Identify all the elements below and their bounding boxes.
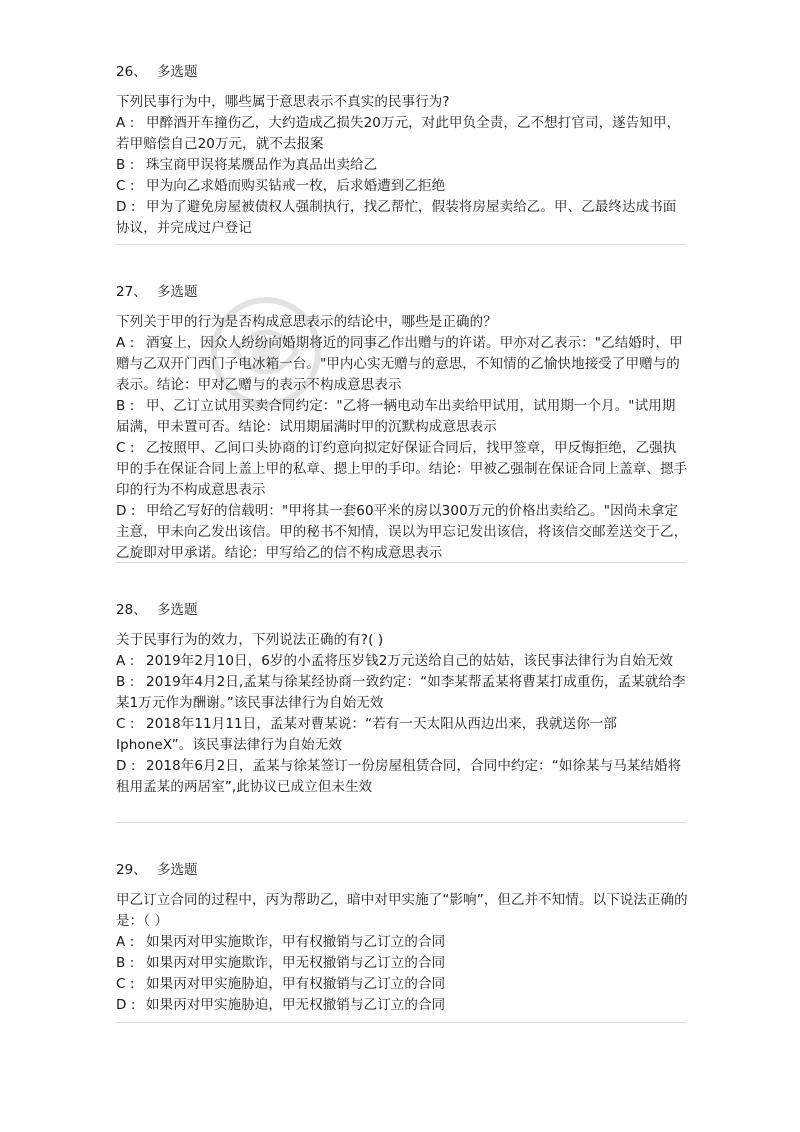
- option-text: 2019年2月10日，6岁的小孟将压岁钱2万元送给自己的姑姑，该民事法律行为自始无效: [146, 653, 674, 669]
- option-text: 如果丙对甲实施欺诈，甲无权撤销与乙订立的合同: [146, 955, 446, 971]
- question-divider: [116, 822, 686, 823]
- question-26: [116, 62, 688, 239]
- option-text: 甲给乙写好的信载明："甲将其一套60平米的房以300万元的价格出卖给乙。"因尚未拿定主意，甲未向乙发出该信。甲的秘书不知情，误以为甲忘记发出该信，将该信交邮差送交于乙，乙旋即对甲承诺。结论：甲写给乙的信不构成意思表示: [116, 503, 688, 561]
- question-separator: 、: [133, 64, 147, 80]
- question-number: 26: [116, 64, 134, 80]
- question-separator: 、: [133, 602, 147, 618]
- option-c: [116, 438, 688, 501]
- question-type: 多选题: [156, 862, 198, 878]
- option-letter: A :: [116, 115, 135, 131]
- option-b: [116, 155, 688, 176]
- option-a: [116, 113, 688, 155]
- option-letter: C :: [116, 716, 135, 732]
- option-letter: A :: [116, 653, 135, 669]
- option-letter: A :: [116, 934, 135, 950]
- option-text: 2018年6月2日，孟某与徐某签订一份房屋租赁合同，合同中约定：“如徐某与马某结婚将租用孟某的两居室”,此协议已成立但未生效: [116, 758, 682, 795]
- option-d: [116, 756, 688, 798]
- option-d: [116, 197, 688, 239]
- option-text: 珠宝商甲误将某赝品作为真品出卖给乙: [146, 157, 378, 173]
- option-a: [116, 932, 688, 953]
- question-divider: [116, 562, 686, 563]
- question-27: [116, 282, 688, 564]
- option-letter: B :: [116, 674, 135, 690]
- option-text: 甲、乙订立试用买卖合同约定："乙将一辆电动车出卖给甲试用，试用期一个月。"试用期届满，甲未置可否。结论：试用期届满时甲的沉默构成意思表示: [116, 398, 676, 435]
- option-letter: C :: [116, 178, 135, 194]
- option-letter: D :: [116, 758, 136, 774]
- option-text: 2019年4月2日,孟某与徐某经协商一致约定：“如李某帮孟某将曹某打成重伤，孟某就给李某1万元作为酬谢。”该民事法律行为自始无效: [116, 674, 686, 711]
- option-letter: B :: [116, 955, 135, 971]
- option-letter: C :: [116, 440, 135, 456]
- question-separator: 、: [133, 284, 147, 300]
- option-b: [116, 672, 688, 714]
- question-separator: 、: [133, 862, 147, 878]
- question-header: [116, 62, 688, 82]
- option-letter: B :: [116, 398, 135, 414]
- option-b: [116, 953, 688, 974]
- question-header: [116, 860, 688, 880]
- option-letter: D :: [116, 503, 136, 519]
- question-divider: [116, 244, 686, 245]
- question-header: [116, 282, 688, 302]
- option-c: [116, 176, 688, 197]
- option-c: [116, 974, 688, 995]
- question-type: 多选题: [156, 284, 198, 300]
- question-stem: 下列民事行为中，哪些属于意思表示不真实的民事行为?: [116, 94, 450, 110]
- question-number: 27: [116, 284, 134, 300]
- question-stem: 关于民事行为的效力，下列说法正确的有?( ): [116, 632, 384, 648]
- option-a: [116, 651, 688, 672]
- option-text: 甲为了避免房屋被债权人强制执行，找乙帮忙，假装将房屋卖给乙。甲、乙最终达成书面协议，并完成过户登记: [116, 199, 677, 236]
- question-header: [116, 600, 688, 620]
- option-text: 酒宴上，因众人纷纷向婚期将近的同事乙作出赠与的许诺。甲亦对乙表示："乙结婚时，甲赠与乙双开门西门子电冰箱一台。"甲内心实无赠与的意思，不知情的乙愉快地接受了甲赠与的表示。结论：甲对乙赠与的表示不构成意思表示: [116, 335, 683, 393]
- option-letter: C :: [116, 976, 135, 992]
- question-type: 多选题: [156, 602, 198, 618]
- question-number: 28: [116, 602, 134, 618]
- option-text: 2018年11月11日，孟某对曹某说：“若有一天太阳从西边出来，我就送你一部IphoneX”。该民事法律行为自始无效: [116, 716, 618, 753]
- question-stem: 甲乙订立合同的过程中，丙为帮助乙，暗中对甲实施了“影响”，但乙并不知情。以下说法正确的是：（ ）: [116, 892, 688, 929]
- option-b: [116, 396, 688, 438]
- question-type: 多选题: [156, 64, 198, 80]
- option-d: [116, 995, 688, 1016]
- option-a: [116, 333, 688, 396]
- option-d: [116, 501, 688, 564]
- option-text: 如果丙对甲实施欺诈，甲有权撤销与乙订立的合同: [146, 934, 446, 950]
- option-c: [116, 714, 688, 756]
- option-letter: B :: [116, 157, 135, 173]
- option-letter: D :: [116, 199, 136, 215]
- option-letter: A :: [116, 335, 135, 351]
- option-text: 如果丙对甲实施胁迫，甲有权撤销与乙订立的合同: [146, 976, 446, 992]
- question-number: 29: [116, 862, 134, 878]
- option-text: 甲为向乙求婚而购买钻戒一枚，后求婚遭到乙拒绝: [146, 178, 446, 194]
- question-29: [116, 860, 688, 1016]
- option-text: 乙按照甲、乙间口头协商的订约意向拟定好保证合同后，找甲签章，甲反悔拒绝，乙强执甲的手在保证合同上盖上甲的私章、摁上甲的手印。结论：甲被乙强制在保证合同上盖章、摁手印的行为不构成意思表示: [116, 440, 688, 498]
- option-letter: D :: [116, 997, 136, 1013]
- question-28: [116, 600, 688, 798]
- question-divider: [116, 1022, 686, 1023]
- question-stem: 下列关于甲的行为是否构成意思表示的结论中，哪些是正确的？: [116, 314, 497, 330]
- option-text: 如果丙对甲实施胁迫，甲无权撤销与乙订立的合同: [146, 997, 446, 1013]
- option-text: 甲醉酒开车撞伤乙，大约造成乙损失20万元，对此甲负全责，乙不想打官司，遂告知甲，若甲赔偿自己20万元，就不去报案: [116, 115, 681, 152]
